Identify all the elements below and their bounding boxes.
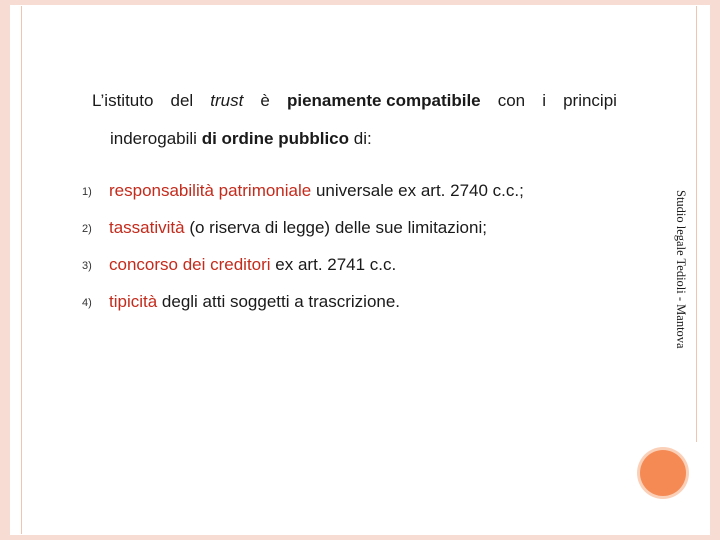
list-item bbox=[82, 176, 524, 213]
intro-word: inderogabili bbox=[110, 129, 197, 148]
intro-word: L’istituto bbox=[92, 91, 154, 110]
list-item bbox=[82, 287, 524, 324]
intro-word: con bbox=[497, 91, 526, 110]
list-number: 4) bbox=[82, 297, 92, 309]
list-item bbox=[82, 250, 524, 287]
list-number: 3) bbox=[82, 260, 92, 272]
intro-paragraph bbox=[92, 82, 617, 158]
intro-line-1 bbox=[92, 82, 617, 120]
decorative-circle bbox=[640, 450, 686, 496]
list-highlight: responsabilità patrimoniale bbox=[109, 181, 312, 200]
intro-word-trust: trust bbox=[210, 91, 244, 110]
intro-emphasis: pienamente compatibile bbox=[286, 91, 481, 110]
intro-word: di: bbox=[353, 129, 372, 148]
left-divider bbox=[21, 6, 22, 534]
intro-emphasis: ordine pubblico bbox=[221, 129, 350, 148]
list-text: degli atti soggetti a trascrizione. bbox=[157, 292, 401, 311]
list-highlight: tassatività bbox=[109, 218, 185, 237]
list-number: 1) bbox=[82, 186, 92, 198]
intro-line-2 bbox=[92, 120, 617, 158]
list-highlight: tipicità bbox=[109, 292, 158, 311]
list-text: (o riserva di legge) delle sue limitazioni; bbox=[184, 218, 487, 237]
right-divider bbox=[696, 6, 697, 442]
list-number: 2) bbox=[82, 223, 92, 235]
list-text: universale ex art. 2740 c.c.; bbox=[311, 181, 524, 200]
intro-word: di bbox=[201, 129, 217, 148]
list-highlight: concorso dei creditori bbox=[109, 255, 271, 274]
footer-sidebar-label: Studio legale Tedioli - Mantova bbox=[674, 190, 688, 349]
intro-word: del bbox=[170, 91, 194, 110]
intro-word: principi bbox=[563, 91, 617, 110]
intro-word: è bbox=[260, 91, 270, 110]
list-item bbox=[82, 213, 524, 250]
intro-word: i bbox=[542, 91, 546, 110]
principles-list bbox=[82, 176, 524, 324]
list-text: ex art. 2741 c.c. bbox=[270, 255, 397, 274]
